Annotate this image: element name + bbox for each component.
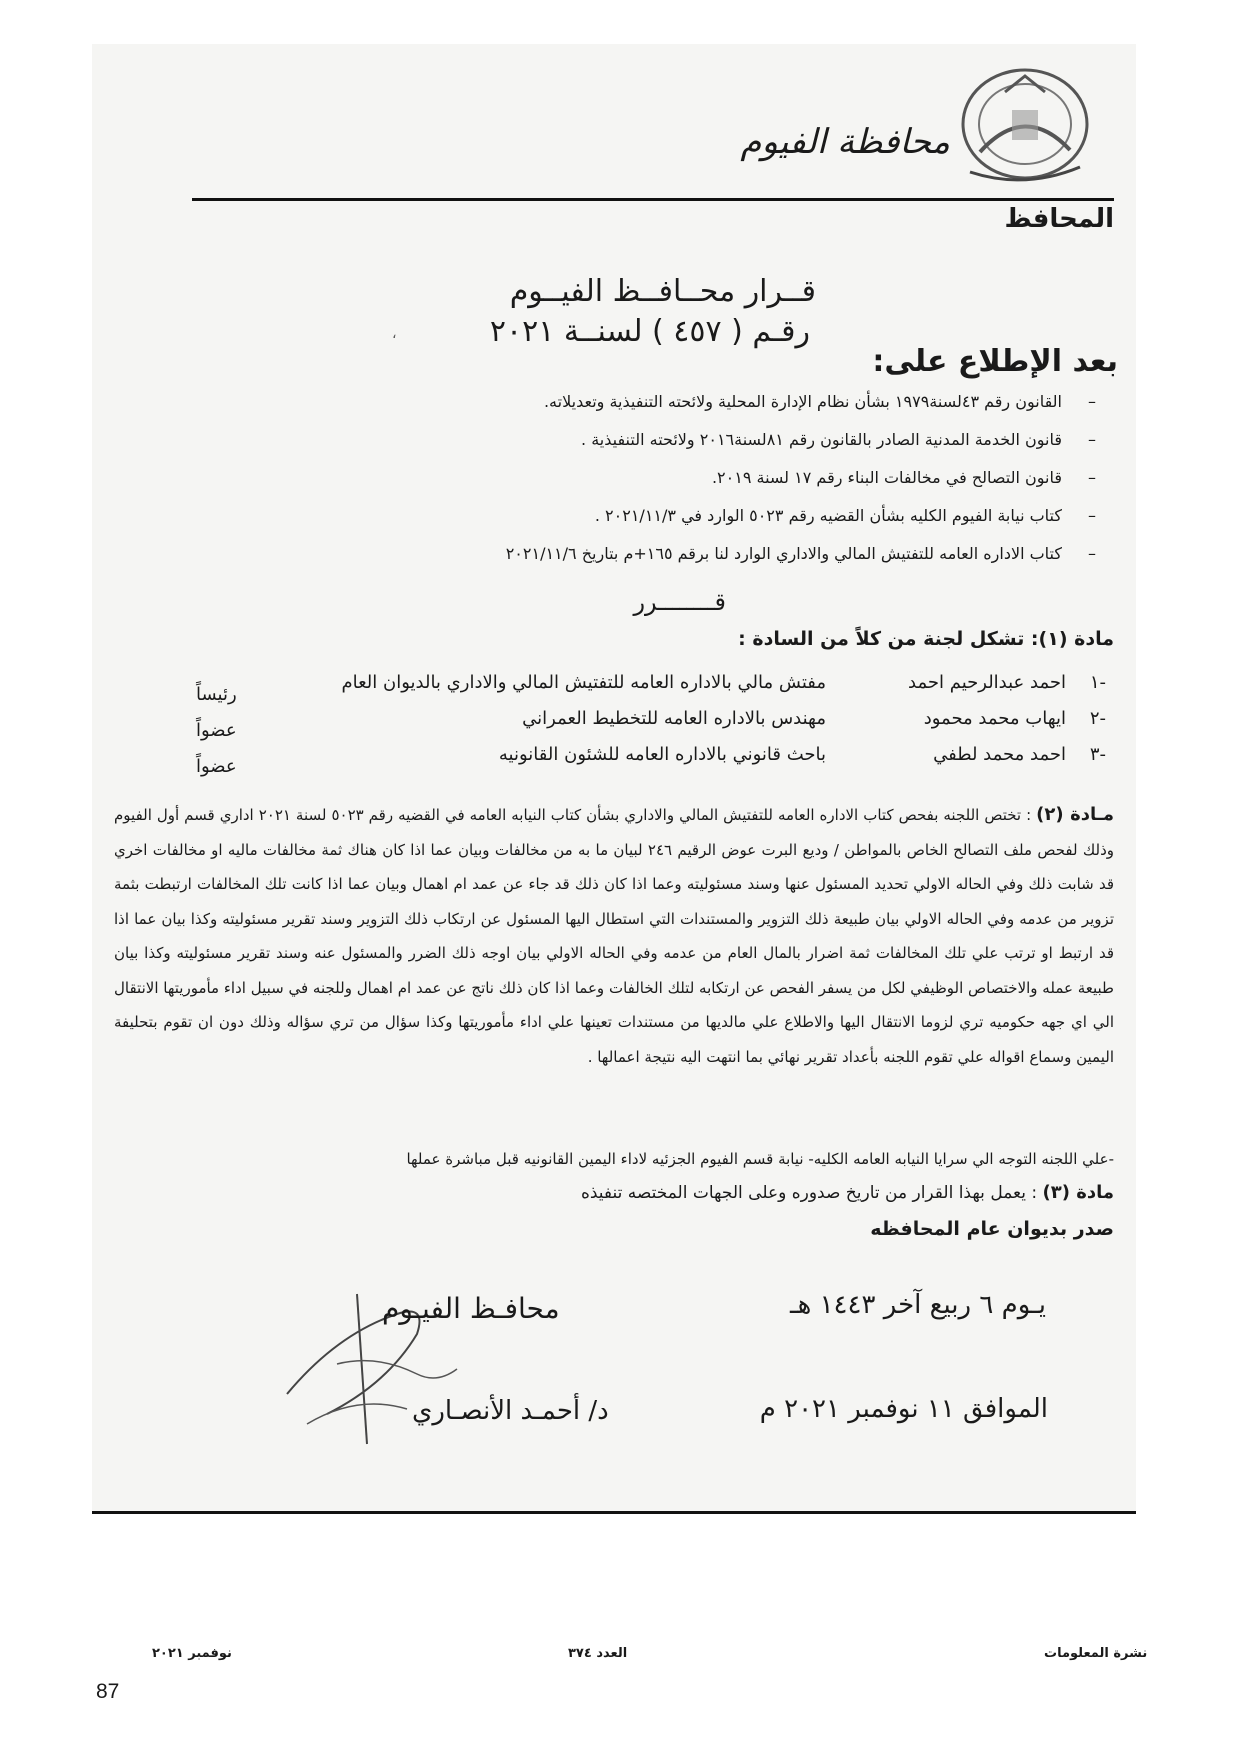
article-3-body: : يعمل بهذا القرار من تاريخ صدوره وعلى الجهات المختصه تنفيذه bbox=[580, 1183, 1038, 1203]
reference-text: كتاب الاداره العامه للتفتيش المالي والاداري الوارد لنا برقم ١٦٥+م بتاريخ ٢٠٢١/١١/٦ bbox=[505, 544, 1062, 563]
issued-at: صدر بديوان عام المحافظه bbox=[870, 1218, 1114, 1240]
reference-item bbox=[416, 468, 1096, 506]
scan-bottom-divider bbox=[92, 1511, 1136, 1514]
page-number: 87 bbox=[96, 1680, 120, 1703]
committee-members bbox=[196, 672, 1106, 780]
bullet-dash-icon: – bbox=[1088, 468, 1096, 487]
governorate-seal-icon bbox=[950, 62, 1100, 192]
reference-text: قانون الخدمة المدنية الصادر بالقانون رقم ٨١لسنة٢٠١٦ ولائحته التنفيذية . bbox=[581, 430, 1062, 449]
references-list bbox=[416, 392, 1096, 582]
article-2 bbox=[114, 798, 1114, 1074]
reference-item bbox=[416, 544, 1096, 582]
decree-number: رقـم ( ٤٥٧ ) لسنــة ٢٠٢١ bbox=[489, 314, 810, 349]
bullet-dash-icon: – bbox=[1088, 506, 1096, 525]
member-row bbox=[196, 672, 1106, 708]
governorate-name: محافظة الفيوم bbox=[740, 122, 950, 162]
gregorian-date: الموافق ١١ نوفمبر ٢٠٢١ م bbox=[759, 1394, 1048, 1424]
member-name: احمد محمد لطفي bbox=[933, 744, 1066, 765]
header-divider bbox=[192, 198, 1114, 201]
bullet-dash-icon: – bbox=[1088, 430, 1096, 449]
member-role: رئيساً bbox=[196, 684, 237, 705]
reference-text: قانون التصالح في مخالفات البناء رقم ١٧ لسنة ٢٠١٩. bbox=[711, 468, 1062, 487]
article-3-label: مادة (٣) bbox=[1042, 1182, 1114, 1203]
preamble-lead: بعد الإطلاع على: bbox=[872, 344, 1118, 379]
article-2-label: مـادة (٢) bbox=[1036, 804, 1114, 825]
reference-text: القانون رقم ٤٣لسنة١٩٧٩ بشأن نظام الإدارة المحلية ولائحته التنفيذية وتعديلاته. bbox=[543, 392, 1062, 411]
member-row bbox=[196, 708, 1106, 744]
member-row bbox=[196, 744, 1106, 780]
governor-name: د/ أحمـد الأنصـاري bbox=[412, 1396, 609, 1426]
decided-heading: قــــــــرر bbox=[633, 588, 726, 616]
decree-title: قــرار محــافــظ الفيــوم bbox=[509, 274, 816, 309]
reference-item bbox=[416, 506, 1096, 544]
article-2-body: : تختص اللجنه بفحص كتاب الاداره العامه للتفتيش المالي والاداري بشأن كتاب النيابه العامه في القضيه رقم ٥٠٢٣ لسنة ٢٠٢١ اداري قسم أول الفيوم وذلك لفحص ملف التصالح الخاص بالمواطن / وديع البرت عوض الرقيم ٢٤٦ لبيان ما به من مخالفات وبيان عما اذا كان هناك ثمة مخالفات ماليه او مخالفات اخري قد شابت ذلك وفي الحاله الاولي تحديد المسئول عنها وسند مسئوليته وعما اذا كان ذلك قد جاء عن عمد ام اهمال وبيان عما اذا كانت تلك المخالفات ارتبطت بثمة تزوير من عدمه وفي الحاله الاولي بيان طبيعة ذلك التزوير والمستندات التي استطال اليها المسئول عن ارتكاب ذلك التزوير وسند تقرير مسئوليته وكذا بيان عما اذا قد ارتبط او ترتب علي تلك المخالفات ثمة اضرار بالمال العام من عدمه وفي الحاله الاولي بيان اوجه ذلك الضرر والمسئول عنه وسند تقرير مسئوليته وكذا بيان طبيعة عمله والاختصاص الوظيفي لكل من يسفر الفحص عن ارتكابه لتلك الخالفات وعما اذا كان ذلك ناتج عن عمد ام اهمال وللجنه في سبيل اداء مأموريتها الانتقال الي اي جهه حكوميه تري لزوما الانتقال اليها والاطلاع علي مالديها من مستندات تعينها علي اداء مأموريتها وكذا سؤال من تري سؤاله وذلك دون ان تقوم بتحليفة اليمين وسماع اقواله علي تقوم اللجنه بأعداد تقرير نهائي بما انتهت اليه نتيجة اعمالها . bbox=[114, 806, 1114, 1066]
member-job: مفتش مالي بالاداره العامه للتفتيش المالي والاداري بالديوان العام bbox=[341, 672, 826, 693]
department-title: المحافظ bbox=[1004, 204, 1114, 234]
stray-mark: ، bbox=[392, 326, 397, 342]
reference-item bbox=[416, 430, 1096, 468]
footer-month: نوفمبر ٢٠٢١ bbox=[152, 1646, 232, 1661]
scanned-document bbox=[92, 44, 1136, 1514]
article-3 bbox=[114, 1182, 1114, 1203]
governor-title: محافـظ الفيـوم bbox=[382, 1292, 560, 1325]
reference-item bbox=[416, 392, 1096, 430]
bullet-dash-icon: – bbox=[1088, 392, 1096, 411]
bullet-dash-icon: – bbox=[1088, 544, 1096, 563]
member-number: -١ bbox=[1089, 672, 1106, 693]
footer-issue: العدد ٣٧٤ bbox=[568, 1646, 628, 1661]
member-number: -٣ bbox=[1089, 744, 1106, 765]
footer-publication: نشرة المعلومات bbox=[1044, 1646, 1148, 1661]
member-role: عضواً bbox=[196, 756, 237, 777]
hijri-date: يـوم ٦ ربيع آخر ١٤٤٣ هـ bbox=[790, 1290, 1046, 1320]
member-name: احمد عبدالرحيم احمد bbox=[908, 672, 1066, 693]
article-1: مادة (١): تشكل لجنة من كلاً من السادة : bbox=[738, 628, 1114, 650]
member-job: مهندس بالاداره العامه للتخطيط العمراني bbox=[522, 708, 826, 729]
member-role: عضواً bbox=[196, 720, 237, 741]
member-name: ايهاب محمد محمود bbox=[923, 708, 1066, 729]
member-number: -٢ bbox=[1089, 708, 1106, 729]
member-job: باحث قانوني بالاداره العامه للشئون القانونيه bbox=[498, 744, 826, 765]
reference-text: كتاب نيابة الفيوم الكليه بشأن القضيه رقم ٥٠٢٣ الوارد في ٢٠٢١/١١/٣ . bbox=[594, 506, 1062, 525]
article-2-note: -علي اللجنه التوجه الي سرايا النيابه العامه الكليه- نيابة قسم الفيوم الجزئيه لاداء اليمين القانونيه قبل مباشرة عملها bbox=[406, 1150, 1114, 1168]
